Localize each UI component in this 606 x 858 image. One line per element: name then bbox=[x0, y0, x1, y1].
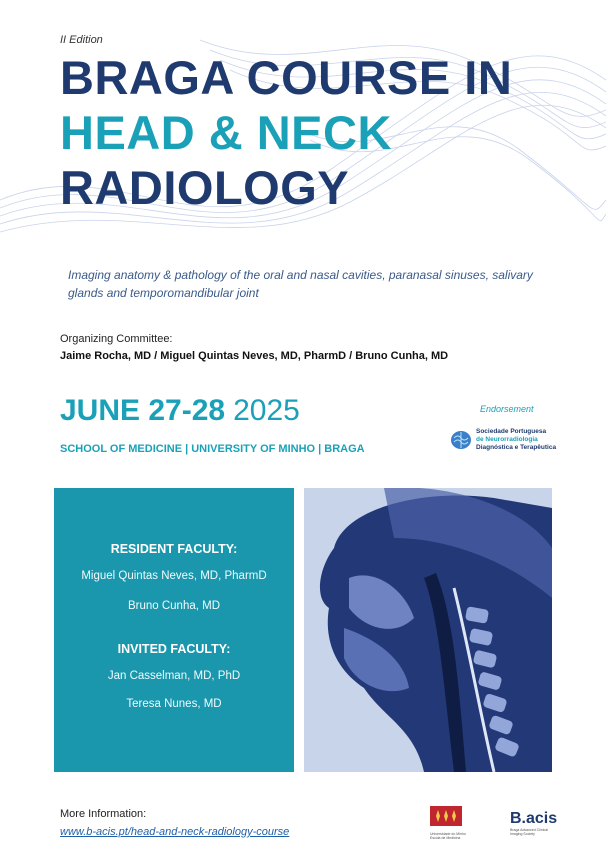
endorsement-org-line3: Diagnóstica e Terapêutica bbox=[476, 444, 557, 451]
uminho-caption: Universidade do Minho Escola de Medicina bbox=[430, 832, 466, 840]
mri-image bbox=[304, 488, 552, 772]
endorsement-logo bbox=[450, 428, 556, 452]
more-info-label: More Information: bbox=[60, 808, 147, 820]
course-title bbox=[60, 50, 512, 215]
committee-names: Jaime Rocha, MD / Miguel Quintas Neves, MD, PharmD / Bruno Cunha, MD bbox=[60, 350, 449, 362]
resident-faculty-name: Bruno Cunha, MD bbox=[127, 600, 221, 612]
endorsement-org-line2: de Neurorradiologia bbox=[476, 436, 538, 443]
bacis-name: B.acis bbox=[510, 810, 558, 827]
more-info-link[interactable]: www.b-acis.pt/head-and-neck-radiology-course bbox=[60, 826, 290, 838]
invited-faculty-name: Jan Casselman, MD, PhD bbox=[107, 670, 241, 682]
title-line-1: BRAGA COURSE IN bbox=[60, 51, 513, 104]
uminho-logo bbox=[430, 806, 470, 840]
title-line-3: RADIOLOGY bbox=[60, 161, 350, 214]
resident-faculty-heading: RESIDENT FACULTY: bbox=[110, 542, 238, 556]
event-date bbox=[60, 394, 300, 428]
resident-faculty-name: Miguel Quintas Neves, MD, PharmD bbox=[81, 570, 267, 582]
event-year: 2025 bbox=[233, 394, 300, 427]
bacis-caption: Braga Advanced Clinical Imaging Society bbox=[510, 828, 548, 836]
faculty-panel bbox=[54, 488, 294, 772]
invited-faculty-heading: INVITED FACULTY: bbox=[117, 642, 231, 656]
committee-label: Organizing Committee: bbox=[60, 333, 173, 345]
endorsement-org-line1: Sociedade Portuguesa bbox=[476, 428, 547, 435]
brain-icon bbox=[450, 429, 472, 451]
event-venue: SCHOOL OF MEDICINE | UNIVERSITY OF MINHO | BRAGA bbox=[60, 443, 365, 455]
invited-faculty-name: Teresa Nunes, MD bbox=[126, 698, 222, 710]
title-line-2: HEAD & NECK bbox=[60, 106, 392, 159]
course-subtitle: Imaging anatomy & pathology of the oral and nasal cavities, paranasal sinuses, salivary glands and temporomandibular joint bbox=[68, 268, 533, 300]
endorsement-label: Endorsement bbox=[480, 404, 534, 414]
event-dates: JUNE 27-28 bbox=[60, 394, 226, 427]
edition-label: II Edition bbox=[60, 34, 103, 46]
bacis-logo bbox=[510, 810, 557, 836]
uminho-emblem-icon bbox=[430, 806, 462, 826]
